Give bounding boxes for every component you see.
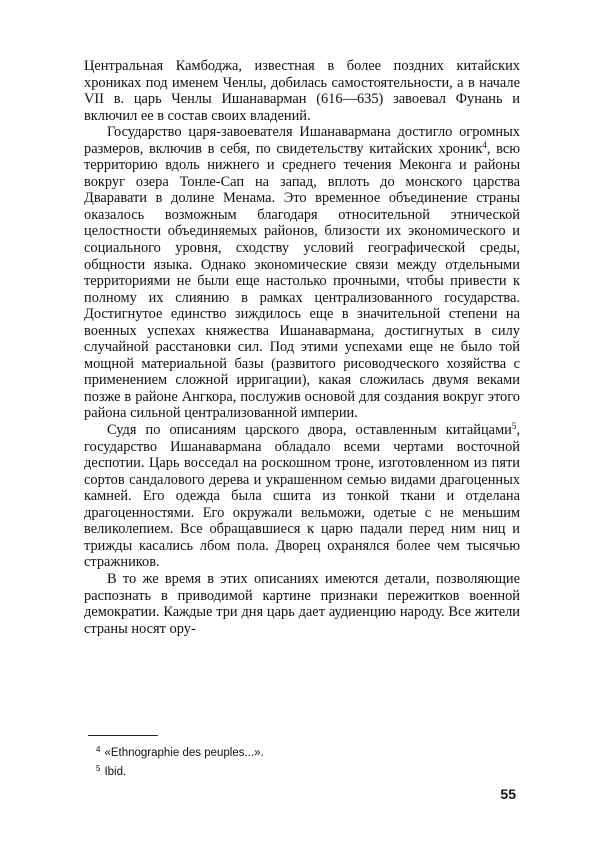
- footnote-separator: [88, 735, 158, 736]
- paragraph-text: Судя по описаниям царского двора, оставленным китайцами: [107, 422, 512, 439]
- paragraph: [84, 58, 520, 124]
- footnote-mark: 5: [96, 764, 101, 773]
- paragraph: [84, 422, 520, 571]
- paragraph: [84, 124, 520, 422]
- paragraph-text: Государство царя-завоевателя Ишанавармана достигло огромных размеров, включив в себя, по свидетельству китайских хроник: [84, 124, 520, 157]
- footnotes: [96, 742, 496, 780]
- footnote: [96, 761, 496, 780]
- paragraph: [84, 571, 520, 637]
- footnote: [96, 742, 496, 761]
- paragraph-text: Центральная Камбоджа, известная в более поздних китайских хрониках под именем Ченлы, добилась самостоятельности, а в начале VII в. царь Ченлы Ишанаварман (616—635) завоевал Фунань и включил ее в состав своих владений.: [84, 58, 520, 124]
- main-text-block: [84, 58, 520, 637]
- footnote-reference: 4: [482, 139, 487, 150]
- footnote-mark: 4: [96, 745, 101, 754]
- footnote-reference: 5: [511, 421, 517, 432]
- footnote-text: Ibid.: [104, 766, 127, 778]
- footnote-text: «Ethnographie des peuples...».: [104, 747, 264, 759]
- paragraph-text: , государство Ишанавармана обладало всеми чертами восточной деспотии. Царь восседал на роскошном троне, изготовленном из пяти сортов сандалового дерева и украшенном семью видами драгоценных камней. Его одежда была сшита из тонкой ткани и отделана драгоценностями. Его окружали вельможи, одетые с не меньшим великолепием. Все обращавшиеся к царю падали перед ним ниц и трижды касались лбом пола. Дворец охранялся более чем тысячью стражников.: [84, 422, 520, 571]
- paragraph-text: , всю территорию вдоль нижнего и среднего течения Меконга и районы вокруг озера Тонле-Сап на запад, вплоть до монского царства Дваравати в долине Менама. Это временное объединение страны оказалось возможным благодаря относительной этнической целостности объединяемых районов, близости их экономического и социального уровня, сходству условий географической среды, общности языка. Однако экономические связи между отдельными территориями не были еще настолько прочными, чтобы привести к полному их слиянию в рамках централизованного государства. Достигнутое единство зиждилось еще в значительной степени на военных успехах княжества Ишанавармана, достигнутых в силу случайной расстановки сил. Под этими успехами еще не было той мощной материальной базы (развитого рисоводческого хозяйства с применением сложной ирригации), какая сложилась двумя веками позже в районе Ангкора, послужив основой для создания вокруг этого района сильной централизованной империи.: [84, 140, 520, 422]
- page-number: 55: [500, 786, 516, 802]
- paragraph-text: В то же время в этих описаниях имеются детали, позволяющие распознать в приводимой картине признаки пережитков военной демократии. Каждые три дня царь дает аудиенцию народу. Все жители страны носят ору-: [84, 570, 520, 637]
